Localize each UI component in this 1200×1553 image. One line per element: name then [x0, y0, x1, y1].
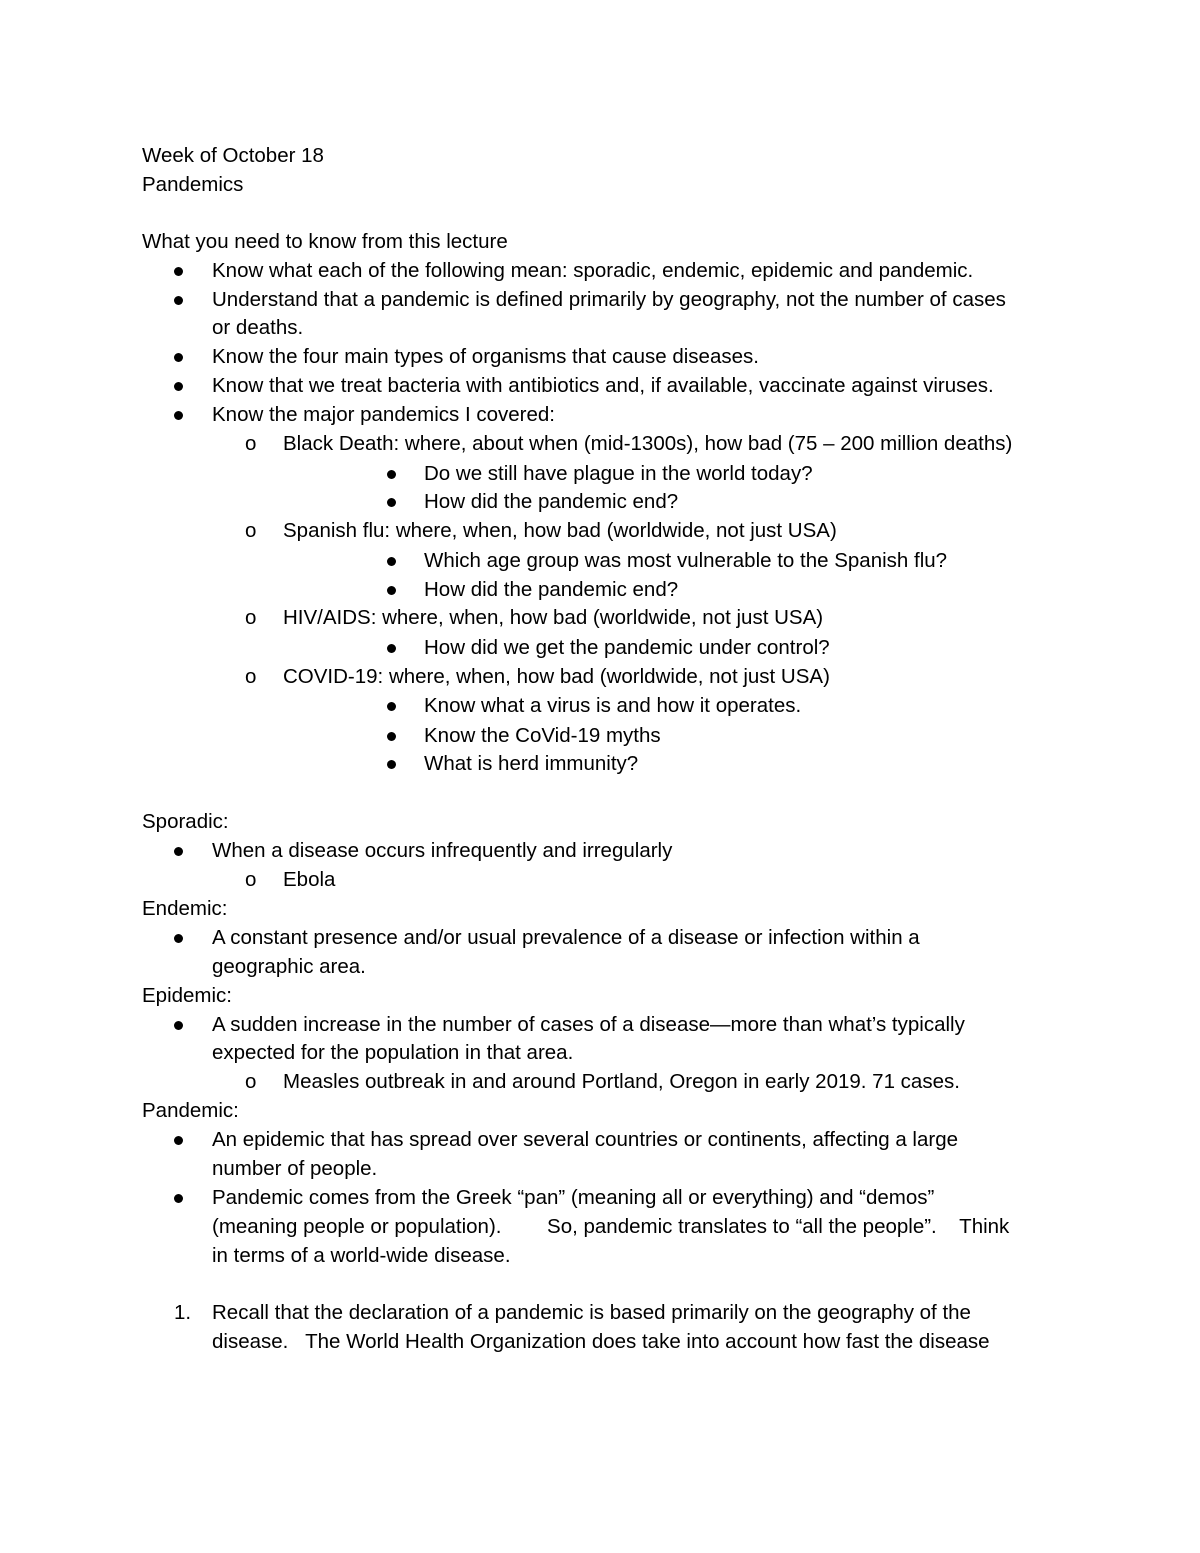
bullet-icon — [174, 926, 183, 950]
circle-bullet-icon: o — [245, 868, 257, 891]
bullet-icon — [387, 578, 396, 602]
bullet-icon — [174, 1128, 183, 1152]
bullet-icon — [174, 1186, 183, 1210]
pandemic-item-covid-19: COVID-19: where, when, how bad (worldwide, not just USA) — [283, 665, 830, 688]
definition-text: When a disease occurs infrequently and irregularly — [212, 839, 673, 862]
bullet-icon — [174, 345, 183, 369]
circle-bullet-icon: o — [245, 432, 257, 455]
example-text: Measles outbreak in and around Portland, Oregon in early 2019. 71 cases. — [283, 1070, 960, 1093]
definition-text: An epidemic that has spread over several countries or continents, affecting a large — [212, 1128, 959, 1151]
circle-bullet-icon: o — [245, 519, 257, 542]
bullet-icon — [387, 549, 396, 573]
circle-bullet-icon: o — [245, 606, 257, 629]
list-item: Know what each of the following mean: sporadic, endemic, epidemic and pandemic. — [212, 259, 974, 282]
list-item: Know that we treat bacteria with antibiotics and, if available, vaccinate against viruses. — [212, 374, 994, 397]
bullet-icon — [174, 259, 183, 283]
definition-text: A sudden increase in the number of cases of a disease—more than what’s typically — [212, 1013, 965, 1036]
bullet-icon — [387, 694, 396, 718]
term-epidemic: Epidemic: — [142, 984, 233, 1007]
bullet-icon — [387, 462, 396, 486]
bullet-icon — [174, 374, 183, 398]
definition-text: A constant presence and/or usual prevalence of a disease or infection within a — [212, 926, 920, 949]
definition-text-continuation: (meaning people or population). So, pandemic translates to “all the people”. Think — [212, 1215, 1010, 1238]
term-pandemic: Pandemic: — [142, 1099, 239, 1122]
bullet-icon — [174, 839, 183, 863]
numbered-item-text: Recall that the declaration of a pandemic is based primarily on the geography of the — [212, 1301, 971, 1324]
bullet-icon — [387, 636, 396, 660]
term-endemic: Endemic: — [142, 897, 228, 920]
term-sporadic: Sporadic: — [142, 810, 229, 833]
question-item: What is herd immunity? — [424, 752, 639, 775]
question-item: How did the pandemic end? — [424, 578, 679, 601]
list-item: Understand that a pandemic is defined primarily by geography, not the number of cases — [212, 288, 1006, 311]
topic-heading: Pandemics — [142, 173, 244, 196]
bullet-icon — [174, 1013, 183, 1037]
bullet-icon — [387, 490, 396, 514]
intro-heading: What you need to know from this lecture — [142, 230, 508, 253]
bullet-icon — [174, 403, 183, 427]
definition-text-continuation: number of people. — [212, 1157, 378, 1180]
question-item: Do we still have plague in the world today? — [424, 462, 813, 485]
question-item: Know what a virus is and how it operates. — [424, 694, 802, 717]
question-item: Know the CoVid-19 myths — [424, 724, 661, 747]
definition-text: Pandemic comes from the Greek “pan” (meaning all or everything) and “demos” — [212, 1186, 935, 1209]
bullet-icon — [387, 752, 396, 776]
circle-bullet-icon: o — [245, 1070, 257, 1093]
list-item: Know the major pandemics I covered: — [212, 403, 555, 426]
pandemic-item-hiv-aids: HIV/AIDS: where, when, how bad (worldwide, not just USA) — [283, 606, 824, 629]
week-heading: Week of October 18 — [142, 144, 324, 167]
list-item-continuation: or deaths. — [212, 316, 304, 339]
list-item: Know the four main types of organisms that cause diseases. — [212, 345, 759, 368]
question-item: How did the pandemic end? — [424, 490, 679, 513]
bullet-icon — [387, 724, 396, 748]
list-number: 1. — [174, 1301, 192, 1324]
pandemic-item-spanish-flu: Spanish flu: where, when, how bad (worldwide, not just USA) — [283, 519, 837, 542]
question-item: Which age group was most vulnerable to the Spanish flu? — [424, 549, 948, 572]
definition-text-continuation: in terms of a world-wide disease. — [212, 1244, 511, 1267]
bullet-icon — [174, 288, 183, 312]
circle-bullet-icon: o — [245, 665, 257, 688]
definition-text-continuation: geographic area. — [212, 955, 366, 978]
pandemic-item-black-death: Black Death: where, about when (mid-1300s), how bad (75 – 200 million deaths) — [283, 432, 1013, 455]
example-text: Ebola — [283, 868, 336, 891]
question-item: How did we get the pandemic under control? — [424, 636, 830, 659]
numbered-item-continuation: disease. The World Health Organization does take into account how fast the disease — [212, 1330, 990, 1353]
definition-text-continuation: expected for the population in that area. — [212, 1041, 574, 1064]
